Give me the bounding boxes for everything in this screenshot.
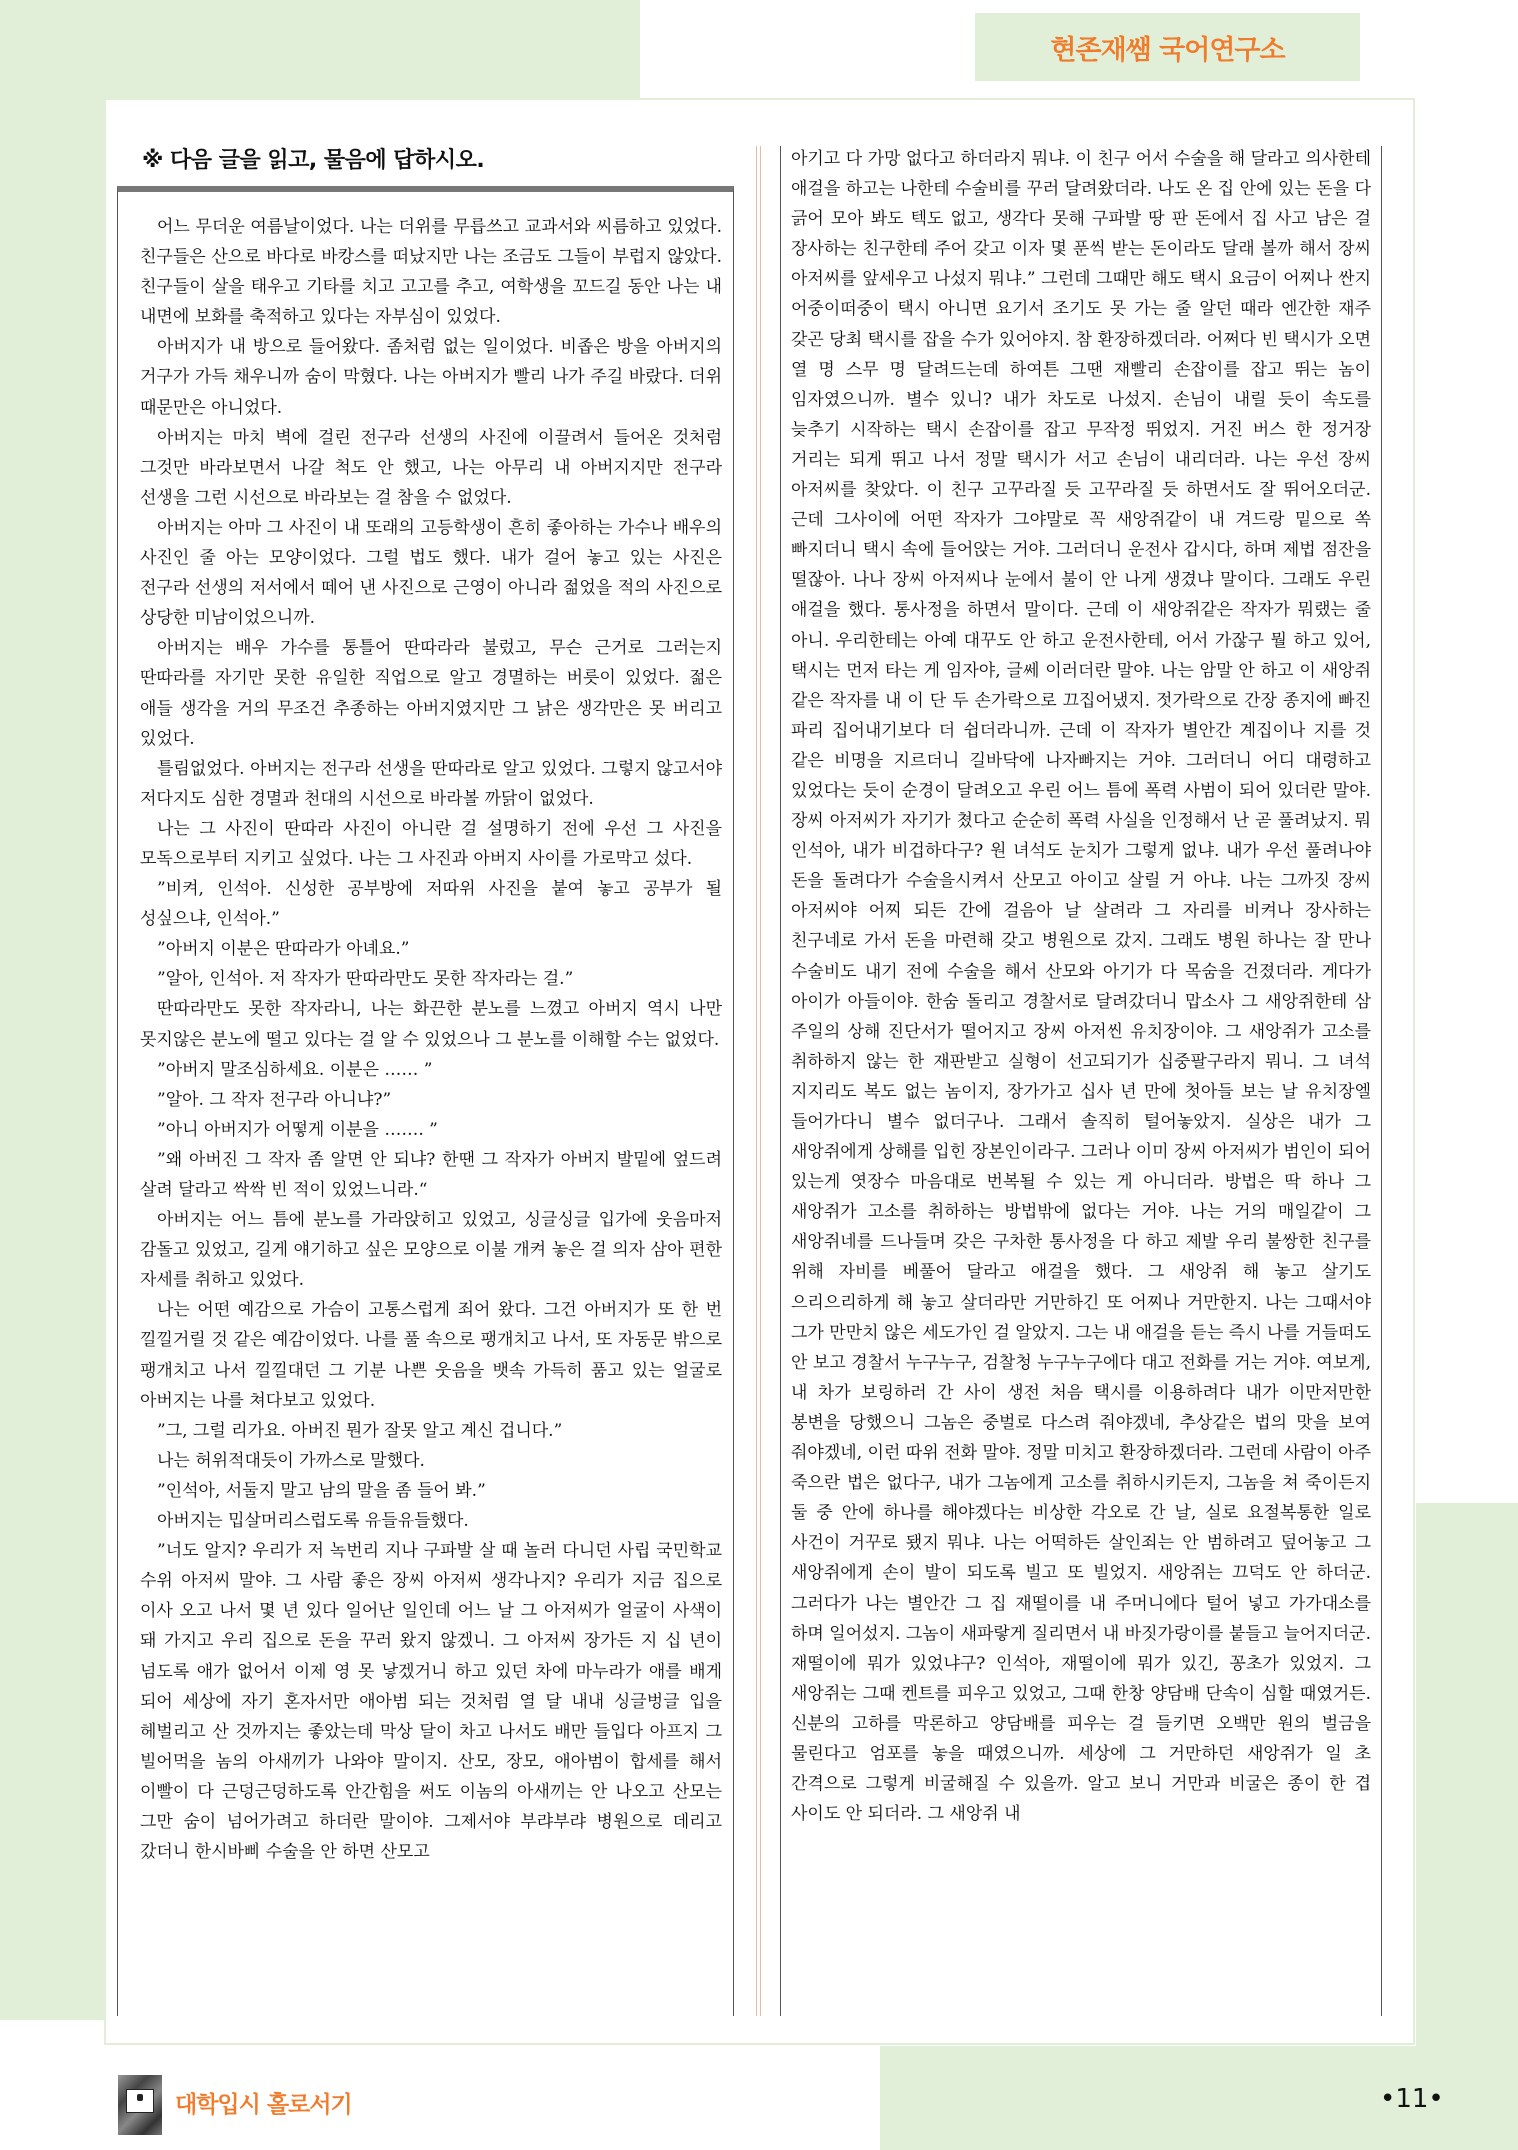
left-column-text — [140, 212, 722, 1867]
paragraph: ”너도 알지? 우리가 저 녹번리 지나 구파발 살 때 놀러 다니던 사립 국민학교 수위 아저씨 말야. 그 사람 좋은 장씨 아저씨 생각나지? 우리가 지금 집으로 이사 오고 나서 몇 년 있다 일어난 일인데 어느 날 그 아저씨가 얼굴이 사색이 돼 가지고 우리 집으로 돈을 꾸러 왔지 않겠니. 그 아저씨 장가든 지 십 년이 넘도록 애가 없어서 이제 영 못 낳겠거니 하고 있던 차에 마누라가 애를 배게 되어 세상에 자기 혼자서만 애아범 되는 것처럼 열 달 내내 싱글벙글 입을 헤벌리고 산 것까지는 좋았는데 막상 달이 차고 나서도 배만 들입다 아프지 그 빌어먹을 놈의 아새끼가 나와야 말이지. 산모, 장모, 애아범이 합세를 해서 이빨이 다 근덩근덩하도록 안간힘을 써도 이놈의 아새끼는 안 나오고 산모는 그만 숨이 넘어가려고 하더란 말이야. 그제서야 부랴부랴 병원으로 데리고 갔더니 한시바삐 수술을 안 하면 산모고 — [140, 1541, 722, 1863]
paragraph: 아버지가 내 방으로 들어왔다. 좀처럼 없는 일이었다. 비좁은 방을 아버지의 거구가 가득 채우니까 숨이 막혔다. 나는 아버지가 빨리 나가 주길 바랐다. 더위 때문만은 아니었다. — [140, 337, 722, 418]
paragraph: 어느 무더운 여름날이었다. 나는 더위를 무릅쓰고 교과서와 씨름하고 있었다. 친구들은 산으로 바다로 바캉스를 떠났지만 나는 조금도 그들이 부럽지 않았다. 친구들이 살을 태우고 기타를 치고 고고를 추고, 여학생을 꼬드길 동안 나는 내 내면에 보화를 축적하고 있다는 자부심이 있었다. — [140, 217, 722, 328]
paragraph: ”왜 아버진 그 작자 좀 알면 안 되냐? 한땐 그 작자가 아버지 발밑에 엎드려 살려 달라고 싹싹 빈 적이 있었느니라.“ — [140, 1149, 722, 1200]
paragraph: 아기고 다 가망 없다고 하더라지 뭐냐. 이 친구 어서 수술을 해 달라고 의사한테 애걸을 하고는 나한테 수술비를 꾸러 달려왔더라. 나도 온 집 안에 있는 돈을 다 긁어 모아 봐도 텍도 없고, 생각다 못해 구파발 땅 판 돈에서 집 사고 남은 걸 장사하는 친구한테 주어 갖고 이자 몇 푼씩 받는 돈이라도 달래 볼까 해서 장씨 아저씨를 앞세우고 나섰지 뭐냐.” 그런데 그때만 해도 택시 요금이 어찌나 싼지 어중이떠중이 택시 아니면 요기서 조기도 못 가는 줄 알던 때라 엔간한 재주 갖곤 당최 택시를 잡을 수가 있어야지. 참 환장하겠더라. 어쩌다 빈 택시가 오면 열 명 스무 명 달려드는데 하여튼 그땐 재빨리 손잡이를 잡고 뛰는 놈이 임자였으니까. 별수 있니? 내가 차도로 나섰지. 손님이 내릴 듯이 속도를 늦추기 시작하는 택시 손잡이를 잡고 무작정 뛰었지. 거진 버스 한 정거장 거리는 되게 뛰고 나서 정말 택시가 서고 손님이 내리더라. 나는 우선 장씨 아저씨를 찾았다. 이 친구 고꾸라질 듯 고꾸라질 듯 하면서도 잘 뛰어오더군. 근데 그사이에 어떤 작자가 그야말로 꼭 새앙쥐같이 내 겨드랑 밑으로 쏙 빠지더니 택시 속에 들어앉는 거야. 그러더니 운전사 갑시다, 하며 제법 점잔을 떨잖아. 나나 장씨 아저씨나 눈에서 불이 안 나게 생겼냐 말이다. 그래도 우린 애걸을 했다. 통사정을 하면서 말이다. 근데 이 새앙쥐같은 작자가 뭐랬는 줄 아니. 우리한테는 아예 대꾸도 안 하고 운전사한테, 어서 가잖구 뭘 하고 있어, 택시는 먼저 타는 게 임자야, 글쎄 이러더란 말야. 나는 암말 안 하고 이 새앙쥐 같은 작자를 내 이 단 두 손가락으로 끄집어냈지. 젓가락으로 간장 종지에 빠진 파리 집어내기보다 더 쉽더라니까. 근데 이 작자가 별안간 계집이나 지를 것 같은 비명을 지르더니 길바닥에 나자빠지는 거야. 그러더니 어디 대령하고 있었다는 듯이 순경이 달려오고 우린 어느 틈에 폭력 사범이 되어 있더란 말야. 장씨 아저씨가 자기가 쳤다고 순순히 폭력 사실을 인정해서 난 곧 풀려났지. 뭐 인석아, 내가 비겁하다구? 원 녀석도 눈치가 그렇게 없냐. 내가 우선 풀려나야 돈을 돌려다가 수술을시켜서 산모고 아이고 살릴 거 아냐. 나는 그까짓 장씨 아저씨야 어찌 되든 간에 걸음아 날 살려라 그 자리를 비켜나 장사하는 친구네로 가서 돈을 마련해 갖고 병원으로 갔지. 그래도 병원 하나는 잘 만나 수술비도 내기 전에 수술을 해서 산모와 아기가 다 목숨을 건졌더라. 게다가 아이가 아들이야. 한숨 돌리고 경찰서로 달려갔더니 맙소사 그 새앙쥐한테 삼 주일의 상해 진단서가 떨어지고 장씨 아저씬 유치장이야. 그 새앙쥐가 고소를 취하하지 않는 한 재판받고 실형이 선고되기가 십중팔구라지 뭐니. 그 녀석 지지리도 복도 없는 놈이지, 장가가고 십사 년 만에 첫아들 보는 날 유치장엘 들어가다니 별수 없더구나. 그래서 솔직히 털어놓았지. 실상은 내가 그 새앙쥐에게 상해를 입힌 장본인이라구. 그러나 이미 장씨 아저씨가 범인이 되어 있는게 엿장수 마음대로 번복될 수 있는 게 아니더라. 방법은 딱 하나 그 새앙쥐가 고소를 취하하는 방법밖에 없다는 거야. 나는 거의 매일같이 그 새앙쥐네를 드나들며 갖은 구차한 통사정을 다 하고 제발 우리 불쌍한 친구를 위해 자비를 베풀어 달라고 애걸을 했다. 그 새앙쥐 해 놓고 살기도 으리으리하게 해 놓고 살더라만 거만하긴 또 어찌나 거만한지. 나는 그때서야 그가 만만치 않은 세도가인 걸 알았지. 그는 내 애걸을 듣는 즉시 나를 거들떠도 안 보고 경찰서 누구누구, 검찰청 누구누구에다 대고 전화를 거는 거야. 여보게, 내 차가 보링하러 간 사이 생전 처음 택시를 이용하려다 내가 이만저만한 봉변을 당했으니 그놈은 중벌로 다스려 줘야겠네, 추상같은 법의 맛을 보여 줘야겠네, 이런 따위 전화 말야. 정말 미치고 환장하겠더라. 그런데 사람이 아주 죽으란 법은 없다구, 내가 그놈에게 고소를 취하시키든지, 그놈을 쳐 죽이든지 둘 중 안에 하나를 해야겠다는 비상한 각오로 간 날, 실로 요절복통한 일로 사건이 거꾸로 됐지 뭐냐. 나는 어떡하든 살인죄는 안 범하려고 덮어놓고 그 새앙쥐에게 손이 발이 되도록 빌고 또 빌었지. 새앙쥐는 끄덕도 안 하더군. 그러다가 나는 별안간 그 집 재떨이를 내 주머니에다 털어 넣고 가가대소를 하며 일어섰지. 그놈이 새파랗게 질리면서 내 바짓가랑이를 붙들고 늘어지더군. 재떨이에 뭐가 있었냐구? 인석아, 재떨이에 뭐가 있긴, 꽁초가 있었지. 그 새앙쥐는 그때 켄트를 피우고 있었고, 그때 한창 양담배 단속이 심할 때였거든. 신분의 고하를 막론하고 양담배를 피우는 걸 들키면 오백만 원의 벌금을 물린다고 엄포를 놓을 때였으니까. 세상에 그 거만하던 새앙쥐가 일 초 간격으로 그렇게 비굴해질 수 있을까. 알고 보니 거만과 비굴은 종이 한 겹 사이도 안 되더라. 그 새앙쥐 내 — [791, 149, 1371, 1825]
column-divider — [760, 146, 761, 2016]
paragraph: ”비켜, 인석아. 신성한 공부방에 저따위 사진을 붙여 놓고 공부가 될 성싶으냐, 인석아.” — [140, 879, 722, 930]
paragraph: ”아니 아버지가 어떻게 이분을 ……. ” — [157, 1119, 438, 1140]
paragraph: ”아버지 이분은 딴따라가 아녜요.” — [157, 939, 410, 960]
decorative-green-panel-left — [0, 0, 104, 2020]
paragraph: 나는 어떤 예감으로 가슴이 고통스럽게 죄어 왔다. 그건 아버지가 또 한 번 낄낄거릴 것 같은 예감이었다. 나를 풀 속으로 팽개치고 나서, 또 자동문 밖으로 팽개치고 나서 낄낄대던 그 기분 나쁜 웃음을 뱃속 가득히 품고 있는 얼굴로 아버지는 나를 쳐다보고 있었다. — [140, 1300, 722, 1411]
paragraph: 나는 허위적대듯이 가까스로 말했다. — [157, 1450, 425, 1471]
paragraph: 딴따라만도 못한 작자라니, 나는 화끈한 분노를 느꼈고 아버지 역시 나만 못지않은 분노에 떨고 있다는 걸 알 수 있었으나 그 분노를 이해할 수는 없었다. — [140, 999, 722, 1050]
instruction-heading: ※ 다음 글을 읽고, 물음에 답하시오. — [142, 148, 485, 173]
page-number: •11• — [1380, 2084, 1444, 2114]
storefront-sign-icon — [118, 2075, 162, 2135]
paragraph: 아버지는 아마 그 사진이 내 또래의 고등학생이 흔히 좋아하는 가수나 배우의 사진인 줄 아는 모양이었다. 그럴 법도 했다. 내가 걸어 놓고 있는 사진은 전구라 선생의 저서에서 떼어 낸 사진으로 근영이 아니라 젊었을 적의 사진으로 상당한 미남이었으니까. — [140, 517, 722, 629]
sign-board — [126, 2089, 154, 2113]
brand-header — [975, 13, 1360, 81]
footer-title: 대학입시 홀로서기 — [175, 2092, 352, 2118]
paragraph: ”알아. 그 작자 전구라 아니냐?” — [157, 1089, 392, 1110]
paragraph: ”인석아, 서둘지 말고 남의 말을 좀 들어 봐.” — [157, 1480, 486, 1501]
brand-title: 현존재쌤 국어연구소 — [1050, 34, 1285, 66]
paragraph: 아버지는 배우 가수를 통틀어 딴따라라 불렀고, 무슨 근거로 그러는지 딴따라를 자기만 못한 유일한 직업으로 알고 경멸하는 버릇이 있었다. 젊은 애들 생각을 거의 무조건 추종하는 아버지였지만 그 낡은 생각만은 못 버리고 있었다. — [140, 638, 722, 749]
sign-emblem — [137, 2094, 143, 2101]
column-divider — [756, 146, 757, 2016]
paragraph: ”그, 그럴 리가요. 아버진 뭔가 잘못 알고 계신 겁니다.” — [157, 1420, 563, 1441]
paragraph: 틀림없었다. 아버지는 전구라 선생을 딴따라로 알고 있었다. 그렇지 않고서야 저다지도 심한 경멸과 천대의 시선으로 바라볼 까닭이 없었다. — [140, 758, 722, 809]
paragraph: ”알아, 인석아. 저 작자가 딴따라만도 못한 작자라는 걸.” — [157, 969, 574, 990]
paragraph: 아버지는 마치 벽에 걸린 전구라 선생의 사진에 이끌려서 들어온 것처럼 그것만 바라보면서 나갈 척도 안 했고, 나는 아무리 내 아버지지만 전구라 선생을 그런 시선으로 바라보는 걸 참을 수 없었다. — [140, 427, 722, 508]
right-column-text — [791, 144, 1371, 1829]
paragraph: 아버지는 밉살머리스럽도록 유들유들했다. — [157, 1511, 469, 1532]
paragraph: 아버지는 어느 틈에 분노를 가라앉히고 있었고, 싱글싱글 입가에 웃음마저 감돌고 있었고, 길게 얘기하고 싶은 모양으로 이불 개켜 놓은 걸 의자 삼아 편한 자세를 취하고 있었다. — [140, 1210, 722, 1291]
paragraph: ”아버지 말조심하세요. 이분은 …… ” — [157, 1059, 433, 1080]
paragraph: 나는 그 사진이 딴따라 사진이 아니란 걸 설명하기 전에 우선 그 사진을 모독으로부터 지키고 싶었다. 나는 그 사진과 아버지 사이를 가로막고 섰다. — [140, 818, 722, 869]
